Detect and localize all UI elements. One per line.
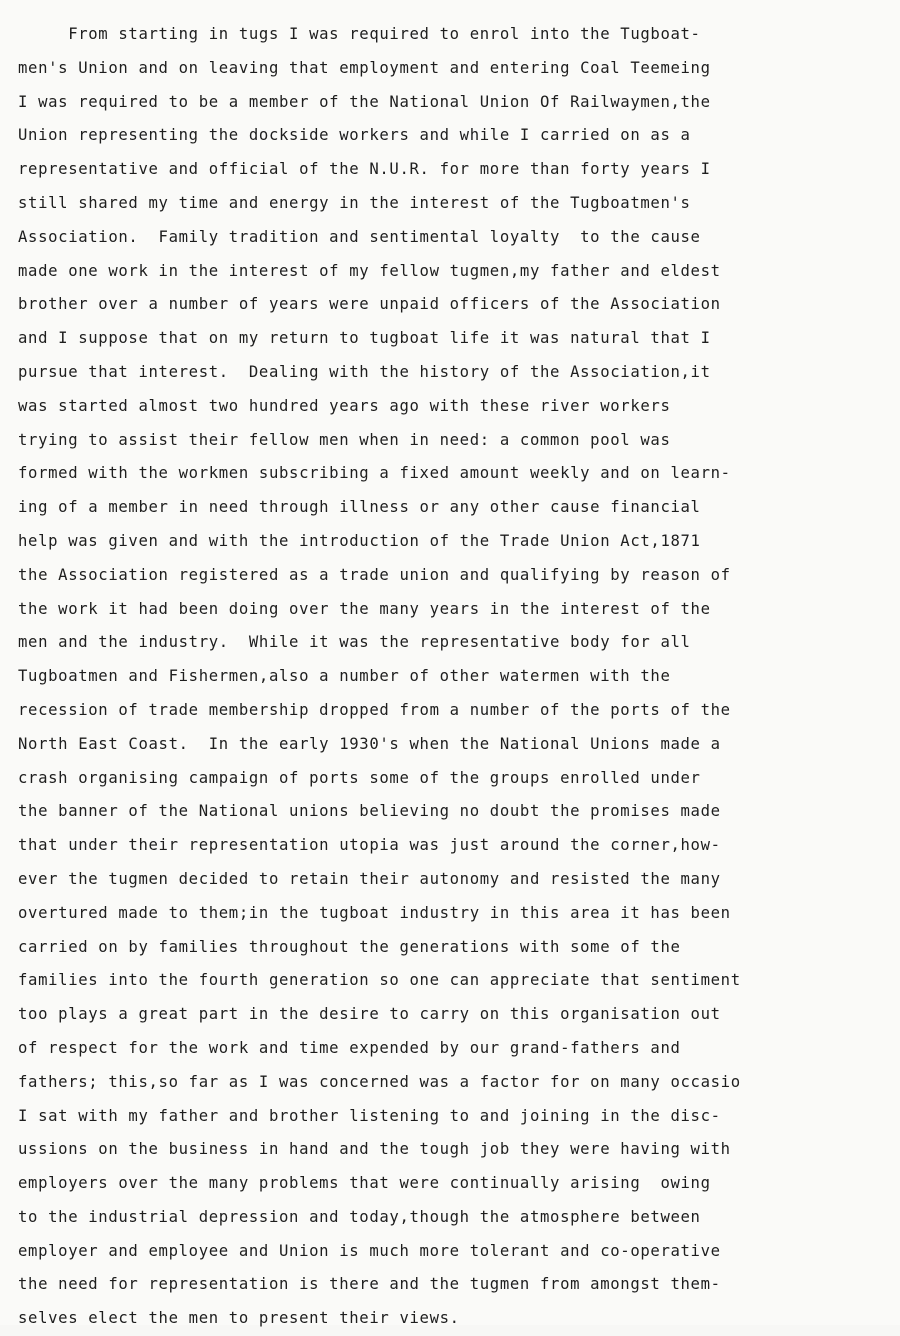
text-line: crash organising campaign of ports some of the groups enrolled under	[18, 768, 701, 787]
text-line: trying to assist their fellow men when in need: a common pool was	[18, 430, 671, 449]
text-line: men and the industry. While it was the representative body for all	[18, 633, 691, 652]
text-line: was started almost two hundred years ago with these river workers	[18, 396, 671, 415]
text-line: of respect for the work and time expended by our grand-fathers and	[18, 1038, 681, 1057]
text-line: ing of a member in need through illness or any other cause financial	[18, 498, 701, 517]
text-line: formed with the workmen subscribing a fixed amount weekly and on learn-	[18, 464, 731, 483]
text-line: recession of trade membership dropped from a number of the ports of the	[18, 700, 731, 719]
text-line: the need for representation is there and the tugmen from amongst them-	[18, 1275, 721, 1294]
text-line: fathers; this,so far as I was concerned was a factor for on many occasio	[18, 1072, 741, 1091]
text-line: Union representing the dockside workers and while I carried on as a	[18, 126, 691, 145]
text-line: too plays a great part in the desire to carry on this organisation out	[18, 1005, 721, 1024]
text-line: and I suppose that on my return to tugboat life it was natural that I	[18, 329, 711, 348]
text-line: brother over a number of years were unpaid officers of the Association	[18, 295, 721, 314]
text-line: to the industrial depression and today,though the atmosphere between	[18, 1207, 701, 1226]
text-line: I was required to be a member of the National Union Of Railwaymen,the	[18, 92, 711, 111]
text-line: overtured made to them;in the tugboat industry in this area it has been	[18, 903, 731, 922]
text-line: From starting in tugs I was required to enrol into the Tugboat-	[18, 25, 701, 43]
text-line: the work it had been doing over the many years in the interest of the	[18, 599, 711, 618]
text-line: representative and official of the N.U.R. for more than forty years I	[18, 160, 711, 179]
text-line: carried on by families throughout the generations with some of the	[18, 937, 681, 956]
text-line: Association. Family tradition and sentimental loyalty to the cause	[18, 227, 701, 246]
text-line: North East Coast. In the early 1930's when the National Unions made a	[18, 734, 721, 753]
text-line: help was given and with the introduction of the Trade Union Act,1871	[18, 531, 701, 550]
text-line: made one work in the interest of my fellow tugmen,my father and eldest	[18, 261, 721, 280]
text-line: the banner of the National unions believing no doubt the promises made	[18, 802, 721, 821]
text-line: I sat with my father and brother listening to and joining in the disc-	[18, 1106, 721, 1125]
text-line: employers over the many problems that were continually arising owing	[18, 1174, 711, 1193]
text-line: still shared my time and energy in the interest of the Tugboatmen's	[18, 193, 691, 212]
typescript-body	[18, 18, 898, 1336]
text-line: that under their representation utopia was just around the corner,how-	[18, 836, 721, 855]
text-line: pursue that interest. Dealing with the history of the Association,it	[18, 362, 711, 381]
text-line: families into the fourth generation so one can appreciate that sentiment	[18, 971, 741, 990]
text-line: selves elect the men to present their views.	[18, 1309, 460, 1328]
text-line: the Association registered as a trade union and qualifying by reason of	[18, 565, 731, 584]
text-line: ever the tugmen decided to retain their autonomy and resisted the many	[18, 869, 721, 888]
text-line: employer and employee and Union is much more tolerant and co-operative	[18, 1241, 721, 1260]
text-line: ussions on the business in hand and the tough job they were having with	[18, 1140, 731, 1159]
text-line: men's Union and on leaving that employment and entering Coal Teemeing	[18, 58, 711, 77]
text-line: Tugboatmen and Fishermen,also a number of other watermen with the	[18, 667, 671, 686]
